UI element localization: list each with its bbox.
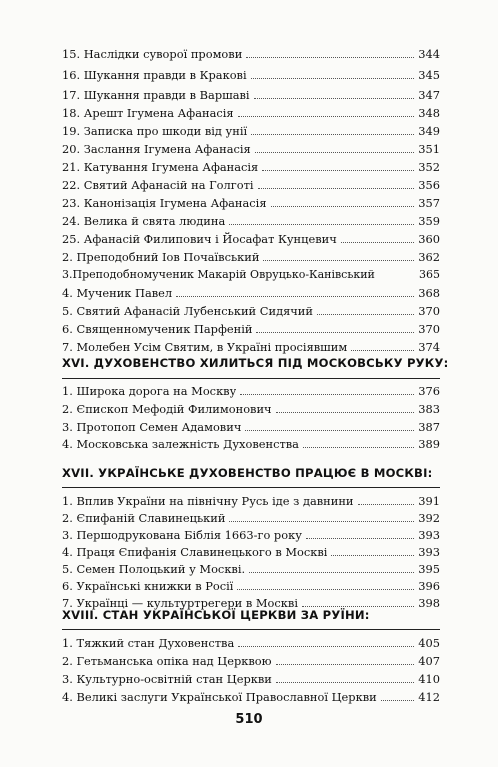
section-title-xvii: XVII. УКРАЇНСЬКЕ ДУХОВЕНСТВО ПРАЦЮЄ В МОСКВІ: (62, 466, 433, 480)
toc-leader-dots (276, 682, 414, 683)
toc-entry-title: 2. Єпифаній Славинецький (62, 511, 226, 525)
toc-entry-page: 365 (419, 268, 440, 281)
toc-leader-dots (276, 412, 414, 413)
toc-entry-page: 351 (418, 142, 440, 156)
toc-leader-dots (263, 260, 414, 261)
toc-entry-title: 1. Широка дорога на Москву (62, 384, 237, 398)
toc-entry-page: 398 (418, 596, 440, 610)
toc-entry-page: 362 (418, 250, 440, 264)
section-divider (62, 487, 440, 488)
toc-entry (62, 511, 440, 525)
toc-entry (62, 322, 440, 336)
toc-entry-page: 393 (418, 545, 440, 559)
toc-entry-page: 393 (418, 528, 440, 542)
toc-leader-dots (271, 206, 414, 207)
section-title-xviii: XVIII. СТАН УКРАЇНСЬКОЇ ЦЕРКВИ ЗА РУЇНИ: (62, 608, 370, 622)
toc-entry-page: 374 (418, 340, 440, 354)
toc-entry-title: 19. Записка про шкоди від унії (62, 124, 248, 138)
toc-entry-page: 356 (418, 178, 440, 192)
toc-leader-dots (331, 555, 414, 556)
toc-entry-title: 1. Вплив України на північну Русь іде з давнини (62, 494, 354, 508)
toc-entry-title: 17. Шукання правди в Варшаві (62, 88, 250, 102)
toc-entry-page: 405 (418, 636, 440, 650)
toc-entry (62, 636, 440, 650)
toc-entry (62, 47, 440, 61)
toc-entry-page: 368 (418, 286, 440, 300)
toc-entry-title: 16. Шукання правди в Кракові (62, 68, 247, 82)
toc-leader-dots (317, 314, 414, 315)
toc-entry (62, 250, 440, 264)
toc-entry (62, 214, 440, 228)
toc-leader-dots (246, 57, 414, 58)
toc-leader-dots (302, 606, 414, 607)
toc-entry-page: 391 (418, 494, 440, 508)
toc-leader-dots (262, 170, 414, 171)
toc-entry (62, 545, 440, 559)
toc-entry (62, 196, 440, 210)
toc-entry-title: 2. Гетьманська опіка над Церквою (62, 654, 272, 668)
toc-entry-title: 20. Заслання Ігумена Афанасія (62, 142, 251, 156)
toc-entry-title: 3. Першодрукована Біблія 1663-го року (62, 528, 302, 542)
toc-entry-page: 383 (418, 402, 440, 416)
toc-leader-dots (341, 242, 414, 243)
toc-entry (62, 286, 440, 300)
toc-entry-page: 360 (418, 232, 440, 246)
toc-entry-page: 348 (418, 106, 440, 120)
toc-entry-title: 22. Святий Афанасій на Голготі (62, 178, 254, 192)
toc-entry-title: 23. Канонізація Ігумена Афанасія (62, 196, 267, 210)
toc-leader-dots (238, 646, 414, 647)
toc-entry-page: 412 (418, 690, 440, 704)
toc-entry (62, 402, 440, 416)
toc-entry (62, 690, 440, 704)
toc-entry-title: 5. Семен Полоцький у Москві. (62, 562, 246, 576)
toc-entry-title: 2. Єпископ Мефодій Филимонович (62, 402, 272, 416)
toc-leader-dots (255, 152, 414, 153)
toc-entry-title: 3. Культурно-освітній стан Церкви (62, 672, 272, 686)
toc-entry (62, 88, 440, 102)
toc-leader-dots (381, 700, 414, 701)
toc-entry-page: 359 (418, 214, 440, 228)
toc-entry (62, 437, 440, 451)
toc-entry-page: 396 (418, 579, 440, 593)
toc-entry-page: 392 (418, 511, 440, 525)
toc-entry (62, 579, 440, 593)
toc-leader-dots (237, 589, 414, 590)
toc-entry-page: 370 (418, 322, 440, 336)
toc-leader-dots (258, 188, 414, 189)
toc-entry (62, 68, 440, 82)
toc-entry (62, 124, 440, 138)
toc-entry (62, 304, 440, 318)
toc-leader-dots (229, 224, 414, 225)
toc-entry-title: 4. Мученик Павел (62, 286, 173, 300)
toc-entry-title: 6. Українські книжки в Росії (62, 579, 234, 593)
toc-entry-page: 345 (418, 68, 440, 82)
toc-leader-dots (306, 538, 414, 539)
toc-leader-dots (251, 78, 414, 79)
toc-entry-title: 3. Протопоп Семен Адамович (62, 420, 242, 434)
toc-leader-dots (256, 332, 414, 333)
toc-leader-dots (251, 134, 414, 135)
toc-entry-page: 389 (418, 437, 440, 451)
toc-entry (62, 232, 440, 246)
toc-leader-dots (303, 447, 414, 448)
toc-entry-title: 6. Священномученик Парфеній (62, 322, 253, 336)
toc-leader-dots (245, 430, 414, 431)
toc-entry-title: 18. Арешт Ігумена Афанасія (62, 106, 234, 120)
toc-entry-title: 7. Молебен Усім Святим, в Україні просіявшим (62, 340, 348, 354)
toc-entry-title: 25. Афанасій Филипович і Йосафат Кунцевич (62, 232, 337, 246)
toc-entry-title: 5. Святий Афанасій Лубенський Сидячий (62, 304, 313, 318)
toc-entry-title: 21. Катування Ігумена Афанасія (62, 160, 259, 174)
toc-entry-title: 3.Преподобномученик Макарій Овруцько-Канівський (62, 268, 375, 281)
toc-entry-title: 4. Великі заслуги Української Православної Церкви (62, 690, 377, 704)
toc-leader-dots (229, 521, 414, 522)
toc-entry-title: 4. Московська залежність Духовенства (62, 437, 299, 451)
toc-entry-title: 24. Велика й свята людина (62, 214, 226, 228)
page-number: 510 (235, 712, 263, 727)
toc-entry (62, 494, 440, 508)
toc-leader-dots (276, 664, 414, 665)
toc-entry (62, 528, 440, 542)
toc-entry (62, 562, 440, 576)
toc-leader-dots (351, 350, 414, 351)
toc-entry-page: 395 (418, 562, 440, 576)
toc-entry (62, 160, 440, 174)
toc-entry (62, 106, 440, 120)
toc-leader-dots (254, 98, 414, 99)
toc-entry-page: 410 (418, 672, 440, 686)
toc-entry (62, 268, 440, 282)
toc-entry-page: 349 (418, 124, 440, 138)
toc-entry (62, 654, 440, 668)
toc-entry-title: 4. Праця Єпифанія Славинецького в Москві (62, 545, 328, 559)
toc-entry-page: 344 (418, 47, 440, 61)
toc-entry (62, 672, 440, 686)
section-title-xvi: XVI. ДУХОВЕНСТВО ХИЛИТЬСЯ ПІД МОСКОВСЬКУ РУКУ: (62, 356, 449, 370)
toc-entry-title: 15. Наслідки суворої промови (62, 47, 243, 61)
toc-entry (62, 384, 440, 398)
toc-leader-dots (249, 572, 414, 573)
toc-entry (62, 420, 440, 434)
toc-entry-title: 1. Тяжкий стан Духовенства (62, 636, 235, 650)
toc-entry-page: 352 (418, 160, 440, 174)
toc-entry-page: 376 (418, 384, 440, 398)
section-divider (62, 378, 440, 379)
section-divider (62, 629, 440, 630)
toc-entry-page: 370 (418, 304, 440, 318)
toc-leader-dots (358, 504, 414, 505)
toc-leader-dots (240, 394, 414, 395)
toc-entry-page: 387 (418, 420, 440, 434)
toc-entry (62, 178, 440, 192)
toc-leader-dots (176, 296, 414, 297)
toc-entry-title: 2. Преподобний Іов Почаївський (62, 250, 260, 264)
toc-leader-dots (238, 116, 414, 117)
toc-entry-page: 357 (418, 196, 440, 210)
toc-entry-page: 407 (418, 654, 440, 668)
toc-entry-page: 347 (418, 88, 440, 102)
toc-entry-title: 7. Українці — культуртрегери в Москві (62, 596, 298, 610)
toc-entry (62, 142, 440, 156)
toc-entry (62, 340, 440, 354)
